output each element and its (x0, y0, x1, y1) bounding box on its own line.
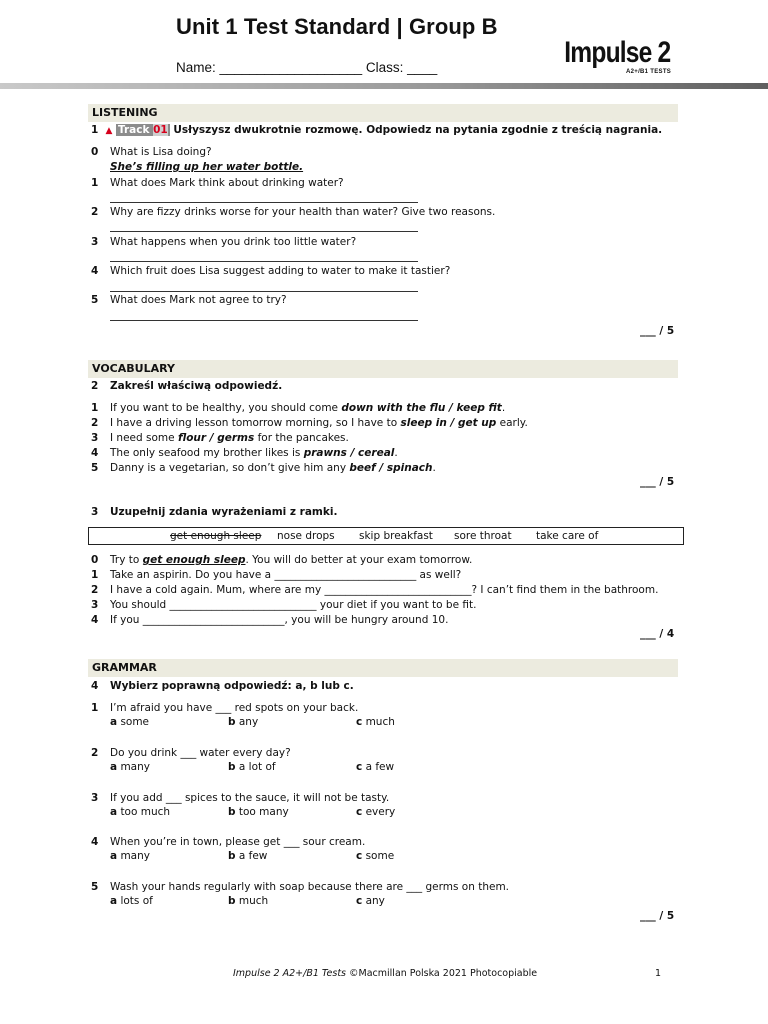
option-a[interactable]: a too much (110, 806, 171, 818)
item-text[interactable]: If you ___________________________, you will be hungry around 10. (110, 614, 449, 626)
brand-subtitle: A2+/B1 TESTS (626, 69, 672, 75)
grammar-item-2 (91, 746, 291, 761)
gap-item-4 (91, 613, 448, 628)
question-5 (91, 293, 287, 308)
task-number: 1 (91, 124, 99, 136)
item-number: 1 (91, 402, 99, 414)
answer-line[interactable] (110, 202, 418, 203)
item-text: I need some (110, 432, 178, 444)
question-number: 5 (91, 294, 99, 306)
headphones-icon: ▲ (105, 126, 113, 136)
item-text-end: . (394, 447, 398, 459)
word-box-item: skip breakfast (359, 530, 433, 542)
option-c[interactable]: c some (356, 850, 395, 862)
instruction-text: Uzupełnij zdania wyrażeniami z ramki. (110, 506, 338, 518)
question-2 (91, 205, 495, 220)
item-text[interactable]: You should ____________________________ your diet if you want to be fit. (110, 599, 477, 611)
option-text: much (365, 716, 395, 728)
choice-options[interactable]: sleep in / get up (400, 417, 497, 429)
question-text: What does Mark think about drinking water? (110, 177, 344, 189)
item-text: Do you drink ___ water every day? (110, 747, 291, 759)
word-box-item: sore throat (454, 530, 512, 542)
score-grammar: ___ / 5 (640, 910, 675, 922)
answer-line[interactable] (110, 261, 418, 262)
brand-logo: Impulse 2 (563, 36, 670, 69)
vocab-item-3 (91, 431, 349, 446)
option-text: too many (238, 806, 289, 818)
option-text: many (120, 850, 150, 862)
gap-item-3 (91, 598, 476, 613)
item-text: If you want to be healthy, you should come (110, 402, 342, 414)
question-number: 2 (91, 206, 99, 218)
option-text: some (365, 850, 395, 862)
option-c[interactable]: c much (356, 716, 395, 728)
answer-line[interactable] (110, 291, 418, 292)
item-number: 4 (91, 447, 99, 459)
option-text: a few (365, 761, 395, 773)
task-3-instruction (91, 506, 337, 518)
option-b[interactable]: b any (228, 716, 259, 728)
question-text: Why are fizzy drinks worse for your health than water? Give two reasons. (110, 206, 496, 218)
item-text: If you add ___ spices to the sauce, it will not be tasty. (110, 792, 390, 804)
question-0 (91, 145, 212, 160)
item-number: 2 (91, 417, 99, 429)
option-a[interactable]: a many (110, 850, 150, 862)
option-text: any (238, 716, 259, 728)
score-listening: ___ / 5 (640, 325, 675, 337)
answer-line[interactable] (110, 231, 418, 232)
item-text: When you’re in town, please get ___ sour cream. (110, 836, 366, 848)
item-number: 1 (91, 702, 99, 714)
question-4 (91, 264, 450, 279)
word-box-item: take care of (536, 530, 599, 542)
gap-item-2 (91, 583, 658, 598)
choice-options[interactable]: prawns / cereal (303, 447, 395, 459)
task-number: 3 (91, 506, 99, 518)
item-number: 3 (91, 599, 99, 611)
item-number: 3 (91, 432, 99, 444)
item-text-end: for the pancakes. (254, 432, 349, 444)
gap-item-1 (91, 568, 461, 583)
question-text: What is Lisa doing? (110, 146, 212, 158)
example-answer: get enough sleep (142, 554, 246, 566)
option-b[interactable]: b a few (228, 850, 268, 862)
option-text: every (365, 806, 396, 818)
item-number: 1 (91, 569, 99, 581)
track-label: Track (117, 124, 150, 136)
header-divider (0, 83, 768, 89)
item-text-end: early. (496, 417, 528, 429)
item-number: 5 (91, 881, 99, 893)
item-text-end: . (501, 402, 506, 414)
item-number: 4 (91, 836, 99, 848)
task-2-instruction (91, 380, 282, 392)
option-a[interactable]: a many (110, 761, 150, 773)
option-b[interactable]: b too many (228, 806, 289, 818)
task-number: 4 (91, 680, 99, 692)
item-text-end: . You will do better at your exam tomorrow. (245, 554, 473, 566)
track-number: 01 (153, 124, 168, 136)
question-text: What does Mark not agree to try? (110, 294, 287, 306)
item-number: 2 (91, 747, 99, 759)
item-number: 2 (91, 584, 99, 596)
score-vocabulary-task2: ___ / 5 (640, 476, 675, 488)
item-text[interactable]: Take an aspirin. Do you have a ___________________________ as well? (110, 569, 462, 581)
task-4-instruction (91, 680, 354, 692)
footer-title: Impulse 2 A2+/B1 Tests (233, 968, 347, 979)
grammar-item-1 (91, 701, 358, 716)
choice-options[interactable]: flour / germs (177, 432, 255, 444)
option-a[interactable]: a some (110, 716, 150, 728)
item-text: I have a driving lesson tomorrow morning, so I have to (110, 417, 401, 429)
item-text: Danny is a vegetarian, so don’t give him any (110, 462, 350, 474)
option-text: too much (120, 806, 171, 818)
footer-text: ©Macmillan Polska 2021 Photocopiable (346, 968, 538, 979)
grammar-item-4 (91, 835, 365, 850)
option-b[interactable]: b a lot of (228, 761, 276, 773)
gap-item-0 (91, 553, 472, 568)
vocab-item-5 (91, 461, 436, 476)
instruction-text: Usłyszysz dwukrotnie rozmowę. Odpowiedz na pytania zgodnie z treścią nagrania. (173, 124, 663, 136)
item-text[interactable]: I have a cold again. Mum, where are my ____________________________? I can’t find them in the bathroom. (110, 584, 659, 596)
grammar-item-5 (91, 880, 509, 895)
option-a[interactable]: a lots of (110, 895, 153, 907)
page-number: 1 (655, 968, 662, 979)
option-b[interactable]: b much (228, 895, 269, 907)
question-1 (91, 176, 344, 191)
instruction-text: Wybierz poprawną odpowiedź: a, b lub c. (110, 680, 354, 692)
answer-line[interactable] (110, 320, 418, 321)
footer-copyright (233, 968, 537, 979)
option-text: lots of (120, 895, 153, 907)
name-class-line: Name: ___________________ Class: ____ (176, 60, 438, 75)
option-text: much (238, 895, 269, 907)
option-text: many (120, 761, 150, 773)
question-text: Which fruit does Lisa suggest adding to water to make it tastier? (110, 265, 451, 277)
word-box-item: nose drops (277, 530, 335, 542)
answer-text: She’s filling up her water bottle. (110, 161, 304, 173)
choice-options[interactable]: beef / spinach (349, 462, 433, 474)
item-text: Try to (110, 554, 143, 566)
vocab-item-2 (91, 416, 528, 431)
section-header-grammar: GRAMMAR (88, 659, 678, 677)
grammar-item-3 (91, 791, 389, 806)
question-number: 1 (91, 177, 99, 189)
item-number: 4 (91, 614, 99, 626)
score-vocabulary-task3: ___ / 4 (640, 628, 675, 640)
word-box-item: get enough sleep (170, 530, 262, 542)
instruction-text: Zakreśl właściwą odpowiedź. (110, 380, 283, 392)
option-c[interactable]: c any (356, 895, 385, 907)
section-header-vocabulary: VOCABULARY (88, 360, 678, 378)
word-box (88, 527, 684, 545)
track-badge (116, 124, 170, 136)
option-c[interactable]: c a few (356, 761, 395, 773)
option-text: a lot of (238, 761, 276, 773)
vocab-item-1 (91, 401, 505, 416)
task-number: 2 (91, 380, 99, 392)
option-text: any (365, 895, 385, 907)
section-header-listening: LISTENING (88, 104, 678, 122)
item-number: 5 (91, 462, 99, 474)
example-answer (110, 160, 303, 175)
option-c[interactable]: c every (356, 806, 396, 818)
option-text: a few (238, 850, 268, 862)
item-text-end: . (432, 462, 436, 474)
question-text: What happens when you drink too little water? (110, 236, 357, 248)
option-text: some (120, 716, 150, 728)
page-title: Unit 1 Test Standard | Group B (176, 14, 498, 39)
vocab-item-4 (91, 446, 398, 461)
question-number: 0 (91, 146, 99, 158)
item-text: I’m afraid you have ___ red spots on your back. (110, 702, 359, 714)
task-1-instruction (91, 124, 662, 136)
question-3 (91, 235, 356, 250)
item-number: 0 (91, 554, 99, 566)
choice-options[interactable]: down with the flu / keep fit (341, 402, 502, 414)
item-number: 3 (91, 792, 99, 804)
item-text: Wash your hands regularly with soap because there are ___ germs on them. (110, 881, 510, 893)
question-number: 3 (91, 236, 99, 248)
item-text: The only seafood my brother likes is (110, 447, 304, 459)
question-number: 4 (91, 265, 99, 277)
